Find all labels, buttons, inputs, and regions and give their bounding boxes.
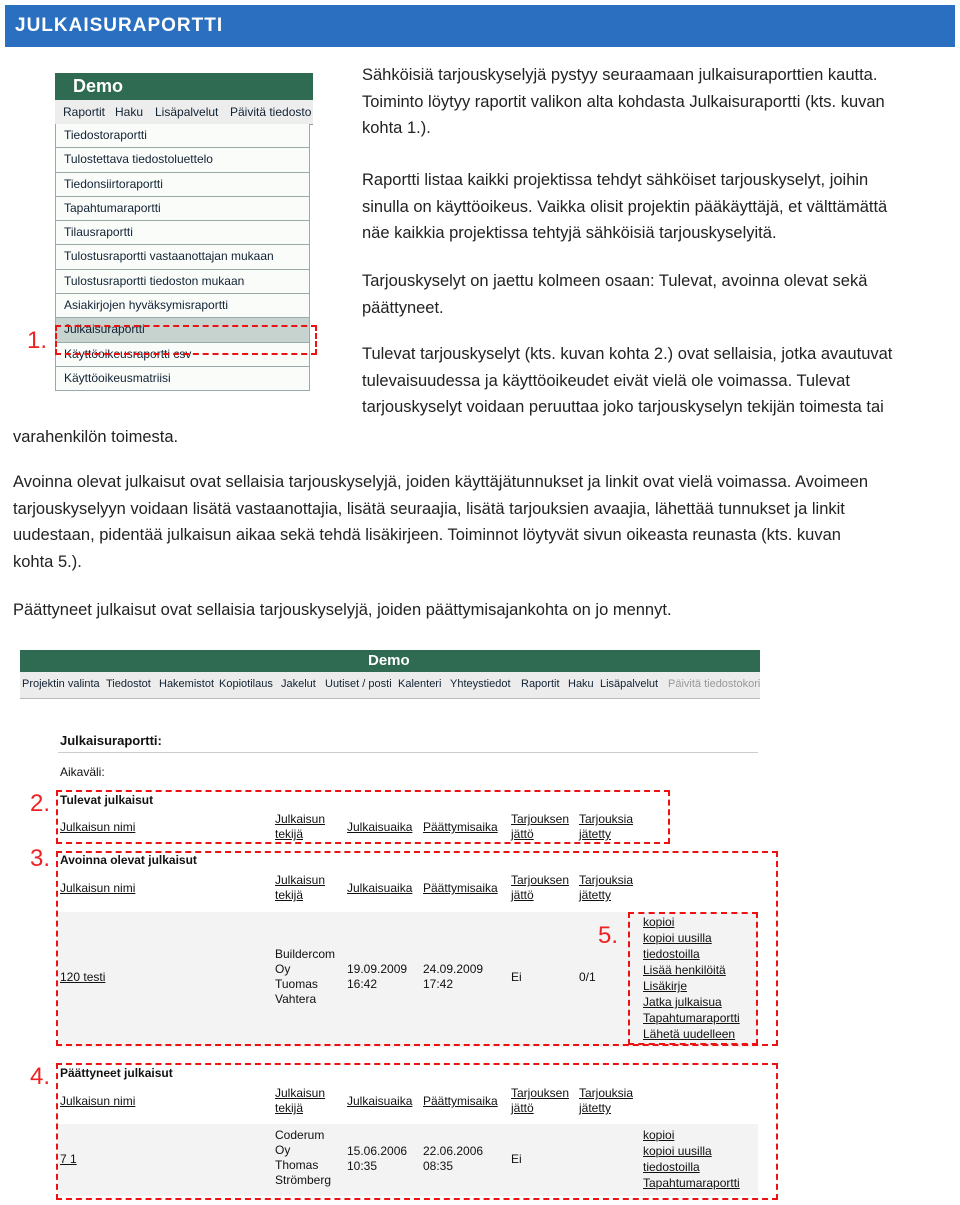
page-header-bar xyxy=(5,5,955,47)
menu-item[interactable]: Tilausraportti xyxy=(55,221,310,245)
nav-item[interactable]: Kopiotilaus xyxy=(219,678,273,690)
marker-3: 3. xyxy=(30,845,51,872)
intro-paragraph-4 xyxy=(362,341,952,421)
marker-5: 5. xyxy=(598,922,619,949)
action-copy-new-files-link[interactable]: tiedostoilla xyxy=(643,947,700,961)
action-copy-new-files-link[interactable]: tiedostoilla xyxy=(643,1160,700,1174)
publication-name-link[interactable]: 7 1 xyxy=(60,1152,77,1166)
menu-item[interactable]: Tiedostoraportti xyxy=(55,124,310,148)
text-line: Tulevat tarjouskyselyt (kts. kuvan kohta 2.) ovat sellaisia, jotka avautuvat xyxy=(362,345,893,363)
nav-item[interactable]: Projektin valinta xyxy=(22,678,100,690)
brand-logo: Demo xyxy=(73,76,124,96)
section-title-ended: Päättyneet julkaisut xyxy=(60,1066,173,1080)
text-line: Thomas xyxy=(275,1158,319,1172)
publication-submit: Ei xyxy=(511,1152,522,1166)
text-line: Tuomas xyxy=(275,977,318,991)
text-line: 08:35 xyxy=(423,1159,454,1173)
col-header-published[interactable]: Julkaisuaika xyxy=(347,820,413,834)
action-addendum-link[interactable]: Lisäkirje xyxy=(643,979,688,993)
menu-item[interactable]: Asiakirjojen hyväksymisraportti xyxy=(55,294,310,318)
page-title: JULKAISURAPORTTI xyxy=(15,15,224,36)
action-copy-link[interactable]: kopioi xyxy=(643,1128,675,1142)
action-event-report-link[interactable]: Tapahtumaraportti xyxy=(643,1011,740,1025)
menu-item[interactable]: Tulostusraportti vastaanottajan mukaan xyxy=(55,245,310,269)
col-header-received[interactable]: Tarjouksia jätetty xyxy=(579,873,634,902)
text-line: kohta 1.). xyxy=(362,119,431,137)
body-paragraph-open xyxy=(13,469,953,575)
col-header-submit[interactable]: Tarjouksen jättö xyxy=(511,812,570,841)
intro-paragraph-1 xyxy=(362,62,952,142)
text-line: Vahtera xyxy=(275,992,317,1006)
col-header-received[interactable]: Tarjouksia jätetty xyxy=(579,812,634,841)
text-line: Raportti listaa kaikki projektissa tehdyt sähköiset tarjouskyselyt, joihin xyxy=(362,171,869,189)
publication-received: 0/1 xyxy=(579,970,596,984)
action-resend-link[interactable]: Lähetä uudelleen xyxy=(643,1027,736,1041)
menu-item[interactable]: Tulostettava tiedostoluettelo xyxy=(55,148,310,172)
text-line: sinulla on käyttöoikeus. Vaikka olisit projektin pääkäyttäjä, et välttämättä xyxy=(362,197,888,216)
reports-menu-screenshot xyxy=(55,73,313,408)
marker-4: 4. xyxy=(30,1063,51,1090)
text-line: tarjouskyselyyn voidaan lisätä vastaanottajia, lisätä seuraajia, lisätä tarjouksien avaajia, lähettää tunnukset ja linkit xyxy=(13,499,845,518)
text-line: Oy xyxy=(275,1143,291,1157)
action-event-report-link[interactable]: Tapahtumaraportti xyxy=(643,1176,740,1190)
action-copy-new-files-link[interactable]: kopioi uusilla xyxy=(643,1144,712,1158)
action-add-people-link[interactable]: Lisää henkilöitä xyxy=(643,963,726,977)
nav-item[interactable]: Uutiset / posti xyxy=(325,678,392,690)
top-nav xyxy=(20,672,760,699)
highlight-box-5 xyxy=(628,912,758,1045)
text-line: kohta 5.). xyxy=(13,552,82,571)
nav-item[interactable]: Lisäpalvelut xyxy=(600,678,659,690)
text-line: Strömberg xyxy=(275,1173,332,1187)
brand-logo: Demo xyxy=(368,652,410,669)
col-header-published[interactable]: Julkaisuaika xyxy=(347,881,413,895)
col-header-name[interactable]: Julkaisun nimi xyxy=(60,881,136,895)
body-paragraph-ended: Päättyneet julkaisut ovat sellaisia tarjouskyselyjä, joiden päättymisajankohta on jo mennyt. xyxy=(13,601,672,619)
text-line: 10:35 xyxy=(347,1159,378,1173)
marker-2: 2. xyxy=(30,790,51,817)
marker-1: 1. xyxy=(27,327,48,354)
action-extend-link[interactable]: Jatka julkaisua xyxy=(643,995,722,1009)
text-line: tarjouskyselyt voidaan peruuttaa joko tarjouskyselyn tekijän toimesta tai xyxy=(362,398,884,416)
col-header-author[interactable]: Julkaisun tekijä xyxy=(275,812,326,841)
nav-item-reports[interactable]: Raportit xyxy=(63,105,106,119)
menu-item-publication-report[interactable]: Julkaisuraportti xyxy=(55,318,310,342)
text-line: 15.06.2006 xyxy=(347,1144,408,1158)
nav-item[interactable]: Raportit xyxy=(521,678,560,690)
text-line: 17:42 xyxy=(423,977,454,991)
brand-bar xyxy=(55,73,313,100)
text-line: Oy xyxy=(275,962,291,976)
period-label: Aikaväli: xyxy=(60,765,105,779)
highlight-box-1 xyxy=(55,325,317,355)
text-line: tulevaisuudessa ja käyttöoikeudet eivät vielä ole voimassa. Tulevat xyxy=(362,371,850,390)
nav-item[interactable]: Jakelut xyxy=(281,678,316,690)
text-line: 22.06.2006 xyxy=(423,1144,484,1158)
menu-item[interactable]: Käyttöoikeusmatriisi xyxy=(55,367,310,391)
text-line: 24.09.2009 xyxy=(423,962,484,976)
col-header-ends[interactable]: Päättymisaika xyxy=(423,881,498,895)
intro-paragraph-2 xyxy=(362,167,952,247)
action-copy-link[interactable]: kopioi xyxy=(643,915,675,929)
col-header-published[interactable]: Julkaisuaika xyxy=(347,1094,413,1108)
col-header-ends[interactable]: Päättymisaika xyxy=(423,820,498,834)
section-title-open: Avoinna olevat julkaisut xyxy=(60,853,197,867)
nav-item[interactable]: Tiedostot xyxy=(106,678,151,690)
text-line: näe kaikkia projektissa tehtyjä sähköisiä tarjouskyselyitä. xyxy=(362,224,777,242)
col-header-author[interactable]: Julkaisun tekijä xyxy=(275,1086,326,1115)
divider xyxy=(58,752,758,753)
brand-bar xyxy=(20,650,760,672)
highlight-box-2 xyxy=(56,790,670,844)
col-header-name[interactable]: Julkaisun nimi xyxy=(60,1094,136,1108)
col-header-received[interactable]: Tarjouksia jätetty xyxy=(579,1086,634,1115)
publication-name-link[interactable]: 120 testi xyxy=(60,970,106,984)
menu-item[interactable]: Käyttöoikeusraportti csv xyxy=(55,343,310,367)
nav-item-update-files[interactable]: Päivitä tiedosto xyxy=(230,105,312,119)
text-line: päättyneet. xyxy=(362,298,444,317)
text-line: Tarjouskyselyt on jaettu kolmeen osaan: Tulevat, avoinna olevat sekä xyxy=(362,272,868,290)
text-line: Coderum xyxy=(275,1128,325,1142)
menu-item[interactable]: Tapahtumaraportti xyxy=(55,197,310,221)
text-line: Buildercom xyxy=(275,947,336,961)
menu-item[interactable]: Tulostusraportti tiedoston mukaan xyxy=(55,270,310,294)
text-line: Avoinna olevat julkaisut ovat sellaisia tarjouskyselyjä, joiden käyttäjätunnukset ja linkit ovat vielä voimassa. Avoimeen xyxy=(13,473,869,491)
text-line: Sähköisiä tarjouskyselyjä pystyy seuraamaan julkaisuraporttien kautta. xyxy=(362,66,878,84)
nav-item-search[interactable]: Haku xyxy=(115,105,144,119)
text-line: 16:42 xyxy=(347,977,378,991)
col-header-name[interactable]: Julkaisun nimi xyxy=(60,820,136,834)
text-line: uudestaan, pidentää julkaisun aikaa sekä tehdä lisäkirjeen. Toiminnot löytyvät sivun oikeasta reunasta (kts. kuvan xyxy=(13,526,841,544)
text-line: Toiminto löytyy raportit valikon alta kohdasta Julkaisuraportti (kts. kuvan xyxy=(362,92,885,111)
nav-item[interactable]: Hakemistot xyxy=(159,678,215,690)
col-header-submit[interactable]: Tarjouksen jättö xyxy=(511,1086,570,1115)
intro-paragraph-4-end: varahenkilön toimesta. xyxy=(13,428,179,446)
col-header-ends[interactable]: Päättymisaika xyxy=(423,1094,498,1108)
top-nav xyxy=(55,100,313,125)
col-header-submit[interactable]: Tarjouksen jättö xyxy=(511,873,570,902)
nav-item[interactable]: Päivitä tiedostokori xyxy=(668,678,761,690)
text-line: 19.09.2009 xyxy=(347,962,408,976)
highlight-box-4 xyxy=(56,1063,778,1200)
nav-item-services[interactable]: Lisäpalvelut xyxy=(155,105,219,119)
nav-item[interactable]: Yhteystiedot xyxy=(450,678,511,690)
intro-paragraph-3 xyxy=(362,268,952,321)
nav-item[interactable]: Haku xyxy=(568,678,594,690)
action-copy-new-files-link[interactable]: kopioi uusilla xyxy=(643,931,712,945)
publication-submit: Ei xyxy=(511,970,522,984)
report-title: Julkaisuraportti: xyxy=(60,733,162,748)
col-header-author[interactable]: Julkaisun tekijä xyxy=(275,873,326,902)
section-title-upcoming: Tulevat julkaisut xyxy=(60,793,154,807)
nav-item[interactable]: Kalenteri xyxy=(398,678,442,690)
menu-item[interactable]: Tiedonsiirtoraportti xyxy=(55,173,310,197)
